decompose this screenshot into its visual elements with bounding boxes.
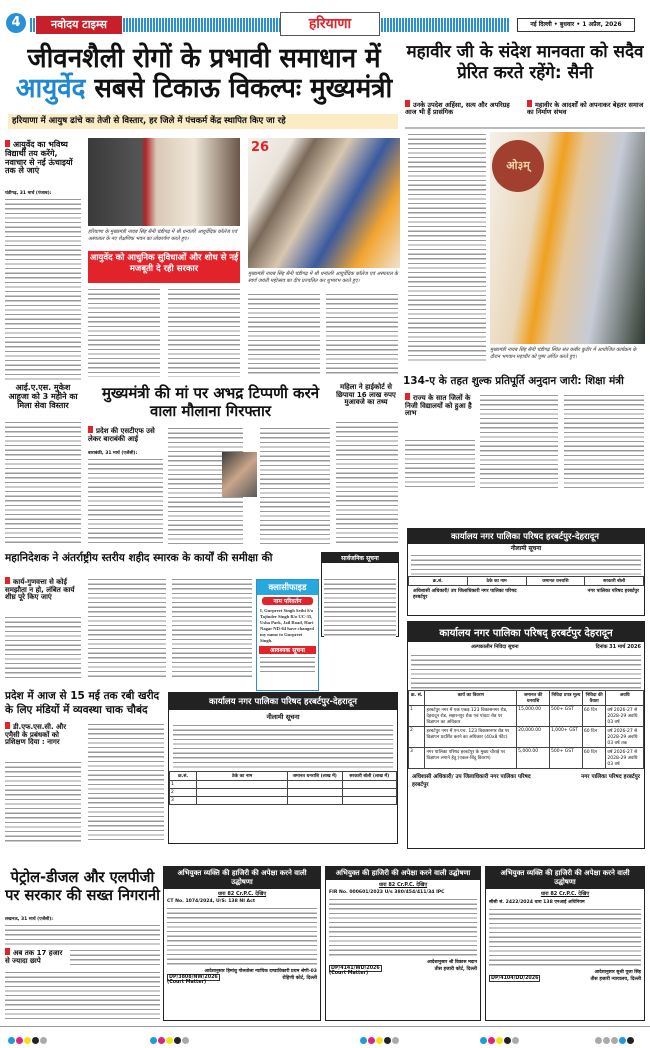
arrest-body-1	[88, 457, 163, 545]
lead-subhead: हरियाणा में आयुष ढांचे का तेजी से विस्तार, हर जिले में पंचकर्म केंद्र स्थापित किए जा रहे	[8, 114, 398, 129]
lead-body-col5	[326, 292, 398, 377]
tender-cell: 60 दिन	[582, 727, 606, 748]
tender-meta	[408, 642, 644, 652]
proclamation-code: DP/4141/WD/2026	[331, 966, 380, 972]
tender-col: निविदा की वैधता	[582, 691, 606, 706]
tender-signer: अधिशासी अधिकारी/ उप जिलाधिकारी नगर पालिका परिषद हरबर्टपुर	[412, 774, 531, 788]
auction-notice-right	[407, 528, 645, 616]
classified-notice: आवश्यक सूचना	[259, 646, 316, 654]
photo-mahavir-caption: मुख्यमंत्री नायब सिंह सैनी चंडीगढ़ स्थित संत कबीर कुटीर में आयोजित कार्यक्रम के दौरान भगवान महावीर को पुष्प अर्पित करते हुए।	[490, 347, 637, 360]
proclamation-footer	[164, 974, 320, 986]
grant-body-3	[564, 393, 644, 490]
proclamation-section: धारा 82 Cr.P.C. देखिए	[540, 891, 590, 898]
rabi-body-2	[88, 722, 164, 842]
proclamation-case: सीसी सं. 2422/2024 धारा 138 एनआई अधिनियम	[489, 900, 585, 906]
color-dots	[150, 1029, 190, 1048]
table-row	[409, 706, 644, 727]
auction-signer: अधिशासी अधिकारी/ उप जिलाधिकारी नगर पालिका परिषद हरबर्टपुर	[413, 589, 517, 600]
proclamation-footer	[486, 975, 644, 983]
mahavir-headline: महावीर जी के संदेश मानवता को सदैव प्रेरित करते रहेंगे: सैनी	[406, 42, 644, 84]
tender-col: अवधि	[606, 691, 644, 706]
tender-col: क्र. सं.	[409, 691, 425, 706]
table-row	[170, 781, 397, 789]
auction-col: जमानत धनराशि	[526, 577, 585, 586]
proclamation-signer: आदेशानुसार सुश्री पूजा सिंह	[594, 970, 641, 976]
tender-cell: नगर पालिका परिषद हरबर्टपुर के मुख्य चौराहे पर विज्ञापन लगाने हेतु (एकल-बिंदु विवरण)	[425, 748, 517, 769]
color-registration-strip	[0, 1026, 650, 1036]
classified-subtitle: नाम परिवर्तन	[262, 597, 313, 605]
lead-headline	[14, 44, 394, 103]
tender-cell: 60 दिन	[582, 748, 606, 769]
om-sign: ओ३म्	[492, 140, 544, 192]
color-dots	[360, 1029, 400, 1048]
lead-red-box	[88, 251, 240, 283]
public-notice-box	[321, 552, 399, 637]
lead-headline-line1: जीवनशैली रोगों के प्रभावी समाधान में	[27, 43, 381, 74]
row-number: 2	[170, 789, 197, 797]
lead-headline-rest: सबसे टिकाऊ विकल्पः मुख्यमंत्री	[94, 72, 393, 104]
tender-cell: 5,000.00	[517, 748, 550, 769]
color-dots	[595, 1029, 635, 1048]
tender-cell: 3	[409, 748, 425, 769]
proclamation-case: FIR No. 000601/2023 U/s 380/454/411/34 IPC	[329, 890, 445, 896]
proclamation-code: DP/4104/DD/2026	[491, 976, 539, 982]
tender-cell: वर्ष 2026-27 से 2028-29 अवधि 03 वर्ष	[606, 748, 644, 769]
auction2-title-text: कार्यालय नगर पालिका परिषद हरबर्टपुर-देहरादून	[209, 697, 357, 707]
classified-notice-body	[260, 655, 315, 673]
rabi-side: डी.एफ.एस.सी. और एमैसी के प्रबंधकों को प्रशिक्षण दिया : नागर	[5, 722, 81, 747]
photo-badge: 26	[251, 140, 270, 155]
tender-cell: हरबर्टपुर नगर में एक एकड़ 123 विकासनगर रोड, देहरादून रोड, सहारनपुर रोक एवं पांवटा रोड पर विज्ञापन का अधिकार	[425, 706, 517, 727]
proclamation-notice	[325, 866, 481, 1021]
tender-cell: वर्ष 2026-27 से 2028-29 अवधि 03 वर्ष	[606, 706, 644, 727]
auction-col: क्र.सं.	[409, 577, 468, 586]
lead-accent-word: आयुर्वेद	[15, 72, 86, 104]
brand-logo: नवोदय टाइम्स	[36, 16, 122, 34]
arrest-dateline: बाराबंकी, 31 मार्च (एजेंसी):	[88, 451, 138, 456]
tender-col: कार्य का विवरण	[425, 691, 517, 706]
color-dots	[480, 1029, 520, 1048]
grant-headline: 134-ए के तहत शुल्क प्रतिपूर्ति अनुदान जारी: शिक्षा मंत्री	[403, 375, 624, 387]
tender-col: जमानत की धनराशि	[517, 691, 550, 706]
arrest-side: प्रदेश की एसटीएफ उसे लेकर बाराबंकी आई	[88, 426, 163, 443]
auction2-subtitle: नीलामी सूचना	[266, 713, 300, 721]
tender-cell: हरबर्टपुर नगर में एन.एच. 123 विकासनगर रोड पर विज्ञापन प्रदर्शित करने का अधिकार (40x8 फीट)	[425, 727, 517, 748]
table-row	[409, 727, 644, 748]
tender-title-text: कार्यालय नगर पालिका परिषद् हरबर्टपुर देहरादून	[439, 628, 613, 639]
arrest-body-3	[260, 426, 330, 545]
auction2-body	[173, 723, 393, 769]
auction-office: नगर पालिका परिषद हरबर्टपुर	[587, 589, 639, 594]
mahavir-bullet-2: महावीर के आदर्शों को अपनाकर बेहतर समाज का निर्माण संभव	[527, 101, 644, 117]
rabi-headline: प्रदेश में आज से 15 मई तक रबी खरीद के लिए मंडियों में व्यवस्था चाक चौबंद	[5, 690, 160, 716]
lead-body-col1	[5, 197, 81, 382]
page-number: 4	[6, 13, 26, 33]
petrol-headline: पेट्रोल-डीजल और एलपीजी पर सरकार की सख्त निगरानी	[5, 868, 160, 904]
tender-cell: 2	[409, 727, 425, 748]
court-headline: महिला ने हाईकोर्ट से छिपाया 16 लाख रुपए मुआवजे का तथ्य	[336, 383, 396, 407]
classified-text: I, Gurpreet Singh Sethi S/o Tajinder Singh R/o UC-35, Usha Park, Jail Road, Hari Nagar ND-64 have changed my name to Gurpreet Singh.	[260, 608, 314, 643]
proclamation-title: अभियुक्त व्यक्ति की हाजिरी की अपेक्षा करने वाली उद्घोषणा	[486, 867, 644, 889]
lead-dateline: चंडीगढ़, 31 मार्च (पंजाब):	[5, 191, 52, 196]
auction2-title	[169, 693, 397, 710]
lead-body-col4	[248, 292, 320, 377]
grant-body-1	[405, 438, 475, 490]
tender-body	[411, 653, 641, 689]
proclamation-tag: (Court Matter)	[167, 980, 207, 986]
tender-cell: 500+ GST	[549, 706, 582, 727]
ias-headline: आई.ए.एस. मुकेश आहूजा को 3 महीने का मिला सेवा विस्तार	[8, 383, 78, 410]
tender-cell: 1	[409, 706, 425, 727]
tender-notice	[407, 621, 645, 849]
proclamation-section: धारा 82 Cr.P.C. देखिए	[378, 882, 428, 889]
proclamation-signer: आदेशानुसार श्री विकास मदान	[427, 960, 477, 966]
rabi-body-1	[5, 760, 81, 842]
auction-table	[408, 576, 644, 586]
auction2-col: ठेके का नाम	[197, 772, 288, 781]
auction2-table	[169, 771, 397, 805]
lead-body-col3	[168, 287, 240, 377]
arrest-headline: मुख्यमंत्री की मां पर अभद्र टिप्पणी करने वाला मौलाना गिरफ्तार	[101, 384, 320, 420]
mahavir-bullet-1: उनके उपदेश अहिंसा, सत्य और अपरिग्रह आज भी हैं प्रासंगिक	[405, 100, 520, 116]
tender-title	[408, 622, 644, 642]
proclamation-notice	[163, 866, 321, 1021]
auction-col: ठेके का नाम	[467, 577, 526, 586]
divider	[405, 127, 645, 129]
photo-handcuffs	[222, 452, 257, 497]
photo-mahavir	[490, 132, 645, 344]
proclamation-court: तीस हजारी कोर्ट, दिल्ली	[434, 967, 477, 973]
lead-side-heading: आयुर्वेद का भविष्य विद्यार्थी तय करेंगे, नवाचार से नई ऊंचाइयों तक ले जाएं	[5, 140, 81, 176]
proclamation-notice	[485, 866, 645, 1021]
table-row	[170, 797, 397, 805]
row-number: 1	[170, 781, 197, 789]
tender-date: दिनांक 31 मार्च 2026	[595, 644, 641, 650]
tender-table	[408, 690, 644, 769]
public-notice-title: सार्वजनिक सूचना	[322, 553, 398, 563]
dateline: नई दिल्ली • बुधवार • 1 अप्रैल, 2026	[517, 18, 635, 32]
memorial-body-1	[5, 615, 81, 680]
photo-lamp-caption: मुख्यमंत्री नायब सिंह सैनी चंडीगढ़ में श्री धन्वंतरि आयुर्वेदिक कॉलेज एवं अस्पताल के स्वर्ण जयंती महोत्सव का दीप प्रज्वलित कर शुभारंभ करते हुए।	[248, 271, 399, 284]
petrol-dateline: लखनऊ, 31 मार्च (एजेंसी):	[5, 917, 54, 922]
memorial-body-3	[172, 577, 252, 680]
petrol-body-1	[5, 923, 160, 945]
tender-cell: 20,000.00	[517, 727, 550, 748]
auction-col: सरकारी बोली	[585, 577, 644, 586]
grant-side: राज्य के सात जिलों के निजी विद्यालयों को हुआ है लाभ	[405, 393, 475, 418]
proclamation-title: अभियुक्त की हाजिरी की अपेक्षा करने वाली उद्घोषणा	[326, 867, 480, 880]
tender-subtitle: अल्पकालीन निविदा सूचना	[471, 644, 519, 650]
proclamation-section: धारा 82 Cr.P.C. देखिए	[217, 891, 267, 898]
mahavir-body	[408, 132, 486, 362]
proclamation-footer	[326, 965, 480, 977]
table-row	[409, 748, 644, 769]
photo-lamp-lighting	[248, 138, 400, 268]
memorial-headline: महानिदेशक ने अंतर्राष्ट्रीय स्तरीय शहीद स्मारक के कार्यों की समीक्षा की	[5, 552, 273, 564]
tender-office: नगर पालिका परिषद हरबर्टपुर	[581, 774, 640, 780]
court-body	[336, 420, 398, 545]
proclamation-court: तीस हजारी न्यायालय, दिल्ली	[590, 977, 641, 983]
tender-cell: वर्ष 2026-27 से 2028-29 अवधि 03 वर्ष तक	[606, 727, 644, 748]
photo-inauguration-caption: हरियाणा के मुख्यमंत्री नायब सिंह सैनी चंडीगढ़ में श्री धन्वंतरि आयुर्वेदिक कॉलेज एवं अस्पताल के नए शैक्षणिक भवन का लोकार्पण करते हुए।	[88, 229, 237, 242]
ias-body	[5, 420, 81, 545]
lead-body-col2	[88, 287, 160, 377]
memorial-body-2	[88, 577, 166, 680]
auction-footer	[408, 586, 644, 602]
lead-red-box-text: आयुर्वेद को आधुनिक सुविधाओं और शोध से नई मजबूती दे रही सरकार	[89, 253, 239, 275]
proclamation-code: DP/3808/NW/2026	[169, 975, 218, 981]
tender-cell: 60 दिन	[582, 706, 606, 727]
proclamation-signer: आदेशानुसार हिमांशु गोलतोला न्यायिक दण्डाधिकारी प्रथम श्रेणी-03	[204, 969, 317, 975]
auction-subtitle: नीलामी सूचना	[510, 545, 542, 552]
photo-inauguration	[88, 138, 240, 226]
tender-col: निविदा प्रपत्र मूल्य	[549, 691, 582, 706]
row-number: 3	[170, 797, 197, 805]
proclamation-tag: (Court Matter)	[329, 971, 369, 977]
classified-title: क्लासीफाइड	[257, 580, 318, 595]
petrol-side: अब तक 17 हजार से ज्यादा छापे	[5, 948, 67, 965]
auction2-col: जमानत धनराशि (लाख में)	[288, 772, 342, 781]
public-notice-body	[324, 577, 396, 639]
auction2-col: क्र.सं.	[170, 772, 197, 781]
table-row	[170, 789, 397, 797]
lead-headline-line2	[14, 74, 394, 104]
auction-notice-middle	[168, 692, 398, 844]
petrol-body-3	[5, 970, 160, 1020]
proclamation-court: रोहिणी कोर्ट, दिल्ली	[282, 976, 317, 982]
proclamation-body	[489, 907, 641, 967]
tender-cell: 15,000.00	[517, 706, 550, 727]
tender-cell: 1,000+ GST	[549, 727, 582, 748]
proclamation-body	[329, 897, 477, 957]
grant-body-2	[480, 393, 558, 490]
proclamation-title: अभियुक्त व्यक्ति की हाजिरी की अपेक्षा करने वाली उद्घोषणा	[164, 867, 320, 889]
auction-title	[408, 529, 644, 544]
tender-footer	[408, 769, 644, 791]
classified-box	[256, 579, 319, 691]
page-header	[0, 10, 650, 40]
proclamation-case: CT No. 1074/2024, U/S: 138 NI Act	[167, 899, 256, 905]
color-dots	[8, 1029, 48, 1048]
memorial-side: कार्य-गुणवत्ता से कोई समझौता न हो, लंबित कार्य शीघ्र पूरे किए जाएं	[5, 577, 81, 602]
auction2-col: सरकारी बोली (लाख में)	[342, 772, 396, 781]
auction-title-text: कार्यालय नगर पालिका परिषद हरबर्टपुर-देहरादून	[451, 532, 599, 542]
petrol-body-2	[70, 948, 160, 968]
auction-body	[411, 553, 641, 575]
tender-cell: 500+ GST	[549, 748, 582, 769]
section-label: हरियाणा	[280, 12, 380, 36]
proclamation-body	[167, 906, 317, 966]
